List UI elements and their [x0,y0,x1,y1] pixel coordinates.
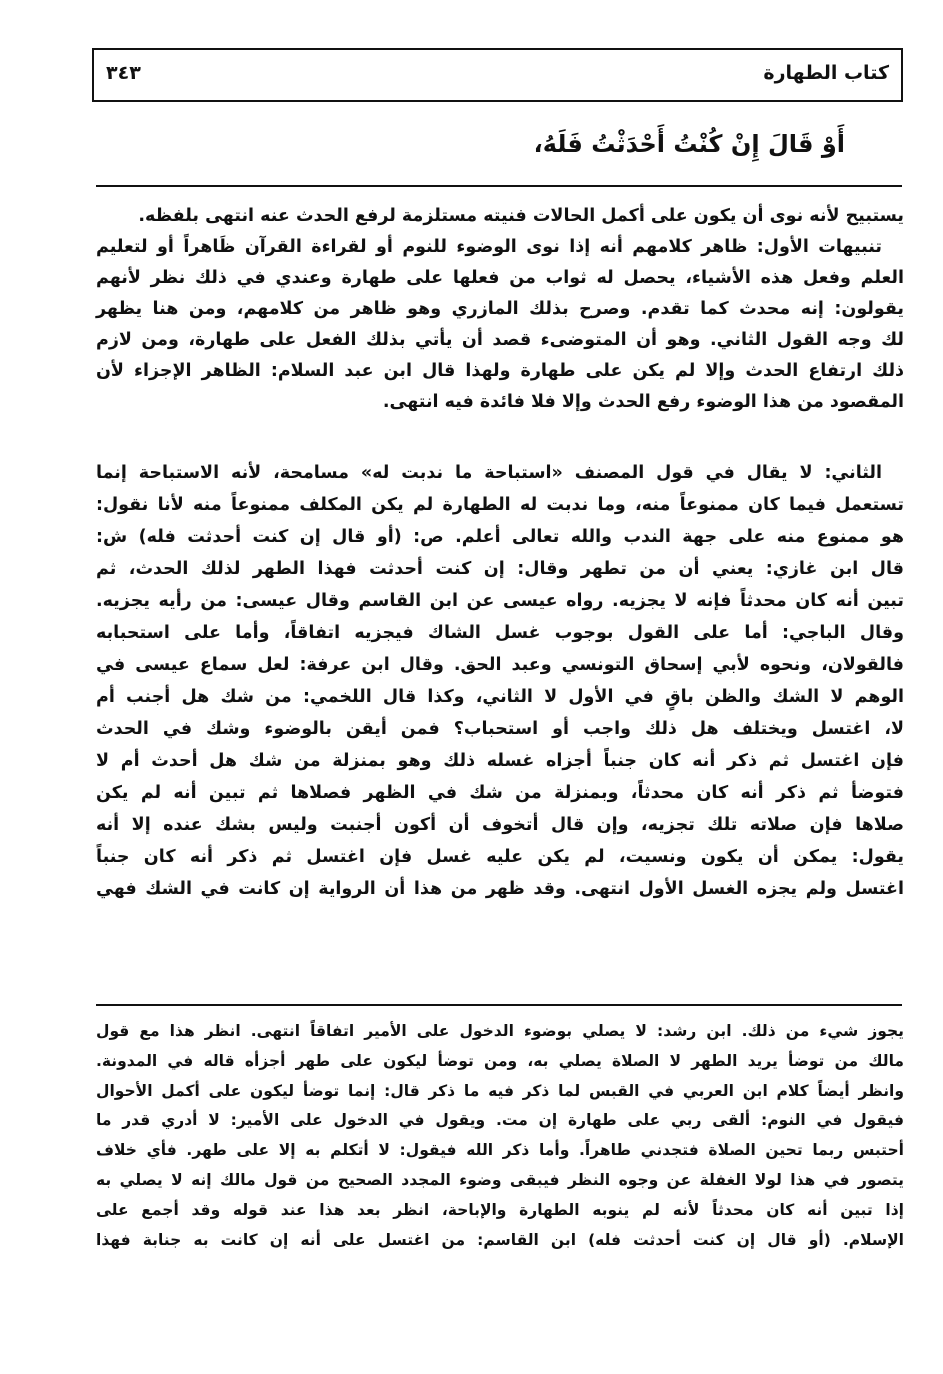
body-line: الوهم لا الشك والظن باقٍ في الأول لا الثاني، وكذا قال اللخمي: من شك هل أجنب أم [96,687,904,707]
matn-text: أَوْ قَالَ إِنْ كُنْتُ أَحْدَثْتُ فَلَهُ، [533,130,845,158]
body-line: لك وجه القول الثاني. وهو أن المتوضىء قصد أن يأتي بذلك الفعل على طهارة، ومن لازم [96,330,904,350]
body-line: يقول: يمكن أن يكون ونسيت، لم يكن عليه غسل فإن اغتسل ثم ذكر أنه كان جنباً [96,847,904,867]
matn-divider [96,185,902,187]
footnote-line: أحتبس ربما تحين الصلاة فتجدني طاهراً. وأما ذكر الله فيقول: لا أتكلم به إلا على طهر. فأي خلاف [96,1141,904,1160]
footnote-line: مالك من توضأ يريد الطهر لا الصلاة يصلي به، ومن توضأ ليكون على طهر أجزأه قاله في المدونة. [96,1051,904,1070]
body-line: تبين أنه كان محدثاً فإنه لا يجزيه. رواه عيسى عن ابن القاسم وقال عيسى: من رأيه يجزيه. [96,591,904,611]
running-header [92,48,903,102]
footnote-line: وانظر أيضاً كلام ابن العربي في القبس لما ذكر فيه ما ذكر قال: إنما توضأ ليكون على أكمل الأحوال [96,1081,904,1100]
page-number: ٣٤٣ [106,62,141,84]
body-line: صلاها فإن صلاته تلك تجزيه، وإن قال أتخوف أن أكون أجنبت وليس بشك عنده إلا أنه [96,815,904,835]
body-line: وقال الباجي: أما على القول بوجوب غسل الشاك فيجزيه اتفاقاً، وأما على استحبابه [96,623,904,643]
footnote-line: يجوز شيء من ذلك. ابن رشد: لا يصلي بوضوء الدخول على الأمير اتفاقاً انتهى. انظر هذا مع قول [96,1022,904,1040]
body-line: تنبيهات الأول: ظاهر كلامهم أنه إذا نوى الوضوء للنوم أو لقراءة القرآن ظَاهراً أو لتعليم [96,237,882,257]
footnote-line: إذا تبين أنه كان محدثاً لأنه لم ينوبه الطهارة والإباحة، انظر بعد هذا عند قوله وقد أجمع على [96,1200,904,1219]
body-line: تستعمل فيما كان ممنوعاً منه، وما ندبت له الطهارة لم يكن المكلف ممنوعاً منه لأنا نقول: [96,495,904,515]
footnote-line: فيقول في النوم: ألقى ربي على طهارة إن مت. ويقول في الدخول على الأمير: لا أدري قدر ما [96,1111,904,1130]
body-line: فإن اغتسل ثم ذكر أنه كان جنباً أجزاه غسله ذلك وهو بمنزلة من شك هل أحدث أم لا [96,751,904,771]
body-line: يستبيح لأنه نوى أن يكون على أكمل الحالات فنيته مستلزمة لرفع الحدث عنه انتهى بلفظه. [138,206,904,226]
body-line: هو ممنوع منه على جهة الندب والله تعالى أعلم. ص: (أو قال إن كنت أحدثت فله) ش: [96,527,904,547]
body-line: ذلك ارتفاع الحدث وإلا لم يكن على طهارة ولهذا قال ابن عبد السلام: الظاهر الإجزاء لأن [96,361,904,381]
footnote-line: الإسلام. (أو قال إن كنت أحدثت فله) ابن القاسم: من اغتسل على أنه إن كانت به جنابة فهذا [96,1230,904,1249]
body-line: الثاني: لا يقال في قول المصنف «استباحة ما ندبت له» مسامحة، لأنه الاستباحة إنما [96,463,882,483]
footnote-divider [96,1004,902,1006]
footnote-line: يتصور في هذا لولا الغفلة عن وجوه النظر فيبقى وضوء المجدد الصحيح من قول مالك إنه لا يصلي به [96,1171,904,1189]
body-line: العلم وفعل هذه الأشياء، يحصل له ثواب من فعلها على طهارة وعندي في ذلك نظر لأنهم [96,268,904,288]
body-line: المقصود من هذا الوضوء رفع الحدث وإلا فلا فائدة فيه انتهى. [382,392,904,412]
body-line: يقولون: إنه محدث كما تقدم. وصرح بذلك المازري وهو ظاهر من كلامهم، ومن هنا يظهر [96,299,904,319]
body-line: فتوضأ ثم ذكر أنه كان محدثاً، وبمنزلة من شك في الظهر فصلاها ثم تبين أنه لم يكن [96,783,904,803]
body-line: فالقولان، ونحوه لأبي إسحاق التونسي وعبد الحق. وقال ابن عرفة: لعل سماع عيسى في [96,655,904,675]
book-title: كتاب الطهارة [763,62,889,84]
body-line: اغتسل ولم يجزه الغسل الأول انتهى. وقد ظهر من هذا أن الرواية إن كانت في الشك فهي [96,879,904,899]
body-line: قال ابن غازي: يعني أن من تطهر وقال: إن كنت أحدثت فهذا الطهر لذلك الحدث، ثم [96,559,904,579]
body-line: لا، اغتسل ويختلف هل ذلك واجب أو استحباب؟ فمن أيقن بالوضوء وشك في الحدث [96,719,904,739]
